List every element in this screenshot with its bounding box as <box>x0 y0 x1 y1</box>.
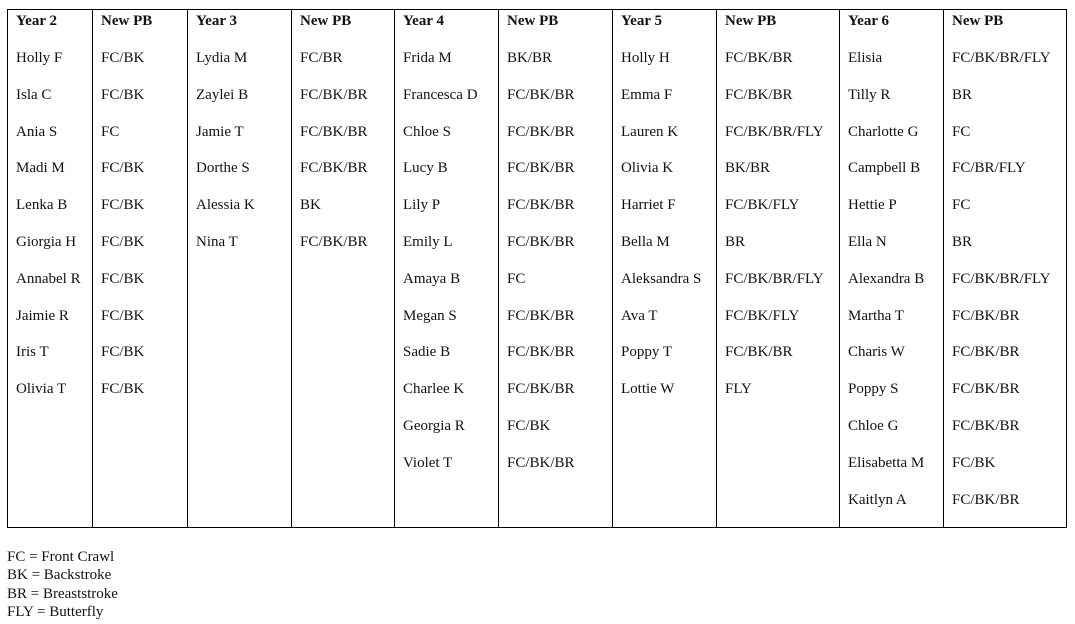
stroke-legend <box>7 548 118 622</box>
pb-strokes: FC/BK <box>952 454 996 471</box>
swimmer-name: Bella M <box>621 233 670 250</box>
swimmer-name: Olivia T <box>16 381 67 398</box>
pb-strokes: FC/BK/BR <box>507 123 575 140</box>
swimmer-name: Emily L <box>403 233 453 250</box>
pb-strokes: FC/BK/BR/FLY <box>952 50 1051 66</box>
swimmer-name: Lottie W <box>621 381 675 398</box>
pb-strokes: FC/BK/BR <box>952 491 1020 508</box>
name-column-cell <box>613 10 717 528</box>
pb-column-cell <box>93 10 188 528</box>
swimmer-name: Lucy B <box>403 160 448 177</box>
pb-strokes: FC/BK <box>101 50 145 66</box>
pb-strokes: FC/BK/BR <box>725 344 793 361</box>
swimmer-name: Iris T <box>16 344 49 361</box>
swimmer-name: Charis W <box>848 344 905 361</box>
pb-strokes: FC/BK/BR <box>507 233 575 250</box>
pb-column-cell <box>499 10 613 528</box>
table-row <box>8 10 1067 528</box>
swimmer-name: Harriet F <box>621 197 676 214</box>
pb-column-cell <box>717 10 840 528</box>
pb-strokes: BR <box>952 233 973 250</box>
swimmer-name: Elisabetta M <box>848 454 925 471</box>
pb-strokes: FC/BK <box>101 233 145 250</box>
swimmer-name: Georgia R <box>403 417 465 434</box>
pb-strokes: FC/BK/BR <box>300 233 368 250</box>
pb-strokes: FC/BK/BR <box>507 160 575 177</box>
swimmer-name: Madi M <box>16 160 65 177</box>
swimmer-name: Sadie B <box>403 344 451 361</box>
swimmer-name: Charlee K <box>403 381 465 398</box>
swimmer-name: Holly H <box>621 50 670 66</box>
pb-strokes: FC/BK <box>101 307 145 324</box>
swimmer-name: Poppy S <box>848 381 899 398</box>
swimmer-name: Francesca D <box>403 86 478 103</box>
swimmer-name: Tilly R <box>848 86 891 103</box>
swimmer-name: Annabel R <box>16 270 81 287</box>
pb-strokes: FC/BK <box>101 381 145 398</box>
pb-strokes: FC <box>952 123 971 140</box>
pb-strokes: FC/BK/BR <box>952 307 1020 324</box>
swimmer-name: Charlotte G <box>848 123 919 140</box>
swimmer-name: Lauren K <box>621 123 679 140</box>
pb-column-cell <box>292 10 395 528</box>
swimmer-name: Emma F <box>621 86 673 103</box>
column-header: New PB <box>300 13 352 29</box>
name-column-cell <box>188 10 292 528</box>
legend-entry: FC = Front Crawl <box>7 549 115 565</box>
pb-strokes: FC <box>952 197 971 214</box>
swimmer-name: Giorgia H <box>16 233 77 250</box>
column-header: Year 4 <box>403 13 444 29</box>
column-header: Year 5 <box>621 13 662 29</box>
pb-strokes: FC/BK/BR <box>725 50 793 66</box>
pb-strokes: FC/BK/BR/FLY <box>725 270 824 287</box>
swimmer-name: Elisia <box>848 50 883 66</box>
swimmer-name: Jamie T <box>196 123 244 140</box>
name-column-cell <box>395 10 499 528</box>
pb-strokes: FC/BK <box>101 160 145 177</box>
swimmer-name: Amaya B <box>403 270 461 287</box>
pb-strokes: FC/BK/BR <box>507 381 575 398</box>
name-column-cell <box>8 10 93 528</box>
swimmer-name: Campbell B <box>848 160 921 177</box>
pb-strokes: FC/BK/BR <box>952 417 1020 434</box>
column-header: New PB <box>507 13 559 29</box>
pb-strokes: FC/BK/BR <box>300 123 368 140</box>
swimmer-name: Zaylei B <box>196 86 249 103</box>
pb-strokes: FC <box>101 123 120 140</box>
pb-strokes: FC/BK/BR <box>507 454 575 471</box>
pb-strokes: BK/BR <box>507 50 553 66</box>
pb-strokes: FC/BK/BR <box>300 160 368 177</box>
swimmer-name: Jaimie R <box>16 307 69 324</box>
pb-strokes: FC/BK <box>507 417 551 434</box>
swimmer-name: Ava T <box>621 307 658 324</box>
swimmer-name: Dorthe S <box>196 160 250 177</box>
pb-strokes: BR <box>952 86 973 103</box>
column-header: Year 6 <box>848 13 889 29</box>
swimmer-name: Olivia K <box>621 160 674 177</box>
pb-strokes: FC <box>507 270 526 287</box>
pb-strokes: BR <box>725 233 746 250</box>
pb-strokes: FC/BK <box>101 86 145 103</box>
swimmer-name: Lenka B <box>16 197 68 214</box>
pb-strokes: FC/BK <box>101 197 145 214</box>
pb-strokes: FC/BK/BR <box>952 381 1020 398</box>
legend-entry: BK = Backstroke <box>7 567 112 584</box>
swimmer-name: Ella N <box>848 233 887 250</box>
swimmer-name: Poppy T <box>621 344 672 361</box>
pb-strokes: FC/BK/FLY <box>725 197 800 214</box>
swimmer-name: Martha T <box>848 307 904 324</box>
column-header: Year 3 <box>196 13 237 29</box>
pb-strokes: FC/BK/BR/FLY <box>725 123 824 140</box>
legend-entry: FLY = Butterfly <box>7 604 104 621</box>
pb-strokes: FC/BK/BR <box>952 344 1020 361</box>
column-header: New PB <box>725 13 777 29</box>
column-header: Year 2 <box>16 13 57 29</box>
pb-strokes: FC/BK <box>101 270 145 287</box>
pb-strokes: FC/BR/FLY <box>952 160 1026 177</box>
swimmer-name: Lydia M <box>196 50 248 66</box>
swimmer-name: Alessia K <box>196 197 255 214</box>
pb-strokes: FC/BK/BR <box>507 86 575 103</box>
pb-strokes: FLY <box>725 381 752 398</box>
pb-strokes: FC/BK/BR <box>507 197 575 214</box>
legend-entry: BR = Breaststroke <box>7 585 118 602</box>
results-table <box>7 9 1067 528</box>
pb-strokes: FC/BR <box>300 50 343 66</box>
swimmer-name: Nina T <box>196 233 238 250</box>
pb-strokes: FC/BK/BR <box>507 344 575 361</box>
swimmer-name: Isla C <box>16 86 52 103</box>
swimmer-name: Ania S <box>16 123 58 140</box>
pb-strokes: FC/BK/BR <box>507 307 575 324</box>
swimmer-name: Chloe S <box>403 123 451 140</box>
swimmer-name: Frida M <box>403 50 452 66</box>
pb-strokes: FC/BK/BR/FLY <box>952 270 1051 287</box>
pb-column-cell <box>944 10 1067 528</box>
swimmer-name: Chloe G <box>848 417 899 434</box>
column-header: New PB <box>952 13 1004 29</box>
swimmer-name: Aleksandra S <box>621 270 702 287</box>
pb-strokes: FC/BK/BR <box>300 86 368 103</box>
pb-strokes: FC/BK <box>101 344 145 361</box>
swimmer-name: Alexandra B <box>848 270 925 287</box>
swimmer-name: Kaitlyn A <box>848 491 907 508</box>
swimmer-name: Megan S <box>403 307 457 324</box>
pb-strokes: FC/BK/FLY <box>725 307 800 324</box>
swimmer-name: Hettie P <box>848 197 897 214</box>
name-column-cell <box>840 10 944 528</box>
pb-strokes: FC/BK/BR <box>725 86 793 103</box>
swimmer-name: Violet T <box>403 454 453 471</box>
pb-strokes: BK/BR <box>725 160 771 177</box>
pb-strokes: BK <box>300 197 321 214</box>
swimmer-name: Holly F <box>16 50 63 66</box>
swimmer-name: Lily P <box>403 197 441 214</box>
column-header: New PB <box>101 13 153 29</box>
